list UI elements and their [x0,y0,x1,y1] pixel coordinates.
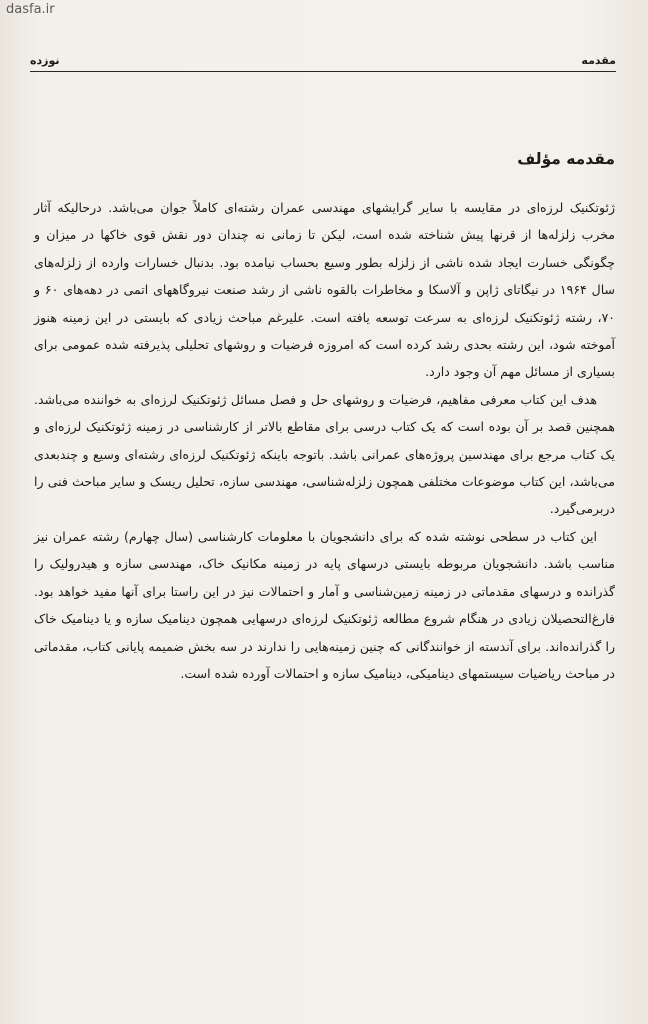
header-rule [30,71,616,72]
section-title: مقدمه مؤلف [517,150,615,168]
body-text [34,194,615,687]
paragraph: هدف این کتاب معرفی مفاهیم، فرضیات و روشهای حل و فصل مسائل ژئوتکنیک لرزه‌ای به خواننده می‌باشد. همچنین قصد بر آن بوده است که یک کتاب درسی برای مقاطع بالاتر از کارشناسی در زمینه ژئوتکنیک لرزه‌ای و یک کتاب مرجع برای مهندسین پروژه‌های عمرانی باشد. باتوجه باینکه ژئوتکنیک لرزه‌ای رشته‌ای وسیع و چندبعدی می‌باشد، این کتاب موضوعات مختلفی همچون زلزله‌شناسی، مهندسی سازه، تحلیل ریسک و سایر مباحث فنی را دربرمی‌گیرد. [34,391,615,517]
chapter-title: مقدمه [581,54,616,67]
watermark-text: dasfa.ir [6,2,55,17]
running-header [30,48,616,72]
paragraph: ژئوتکنیک لرزه‌ای در مقایسه با سایر گرایشهای مهندسی عمران رشته‌ای کاملاً جوان می‌باشد. درحالیکه آثار مخرب زلزله‌ها از قرنها پیش شناخته شده است، لیکن تا زمانی نه چندان دور نقش قوی خاکها در میزان و چگونگی خسارت ایجاد شده ناشی از زلزله بطور وسیع بحساب نیامده بود. بدنبال خسارات وارده از زلزله‌های سال ۱۹۶۴ در نیگاتای ژاپن و آلاسکا و مخاطرات بالقوه ناشی از رشد صنعت نیروگاههای اتمی در دهه‌های ۶۰ و ۷۰، رشته ژئوتکنیک لرزه‌ای به سرعت توسعه یافته است. علیرغم مباحث زیادی که بایستی در این زمینه هنوز آموخته شود، این رشته بحدی رشد کرده است که امروزه فرضیات و روشهای تحلیلی پذیرفته شده عمومی برای بسیاری از مسائل مهم آن وجود دارد. [34,200,616,380]
page-number: نوزده [30,54,60,67]
paragraph: این کتاب در سطحی نوشته شده که برای دانشجویان با معلومات کارشناسی (سال چهارم) رشته عمران نیز مناسب باشد. دانشجویان مربوطه بایستی درسهای پایه در زمینه مکانیک خاک، مهندسی سازه و هیدرولیک را گذرانده و درسهای مقدماتی در زمینه زمین‌شناسی و آمار و احتمالات نیز در این راستا برای آنها مفید خواهد بود. فارغ‌التحصیلان زیادی در هنگام شروع مطالعه ژئوتکنیک لرزه‌ای درسهایی همچون دینامیک سازه و یا دینامیک خاک را گذرانده‌اند. برای آندسته از خوانندگانی که چنین زمینه‌هایی را ندارند در سه بخش ضمیمه پایانی کتاب، مقدماتی در مباحث ریاضیات سیستمهای دینامیکی، دینامیک سازه و احتمالات آورده شده است. [34,528,615,681]
